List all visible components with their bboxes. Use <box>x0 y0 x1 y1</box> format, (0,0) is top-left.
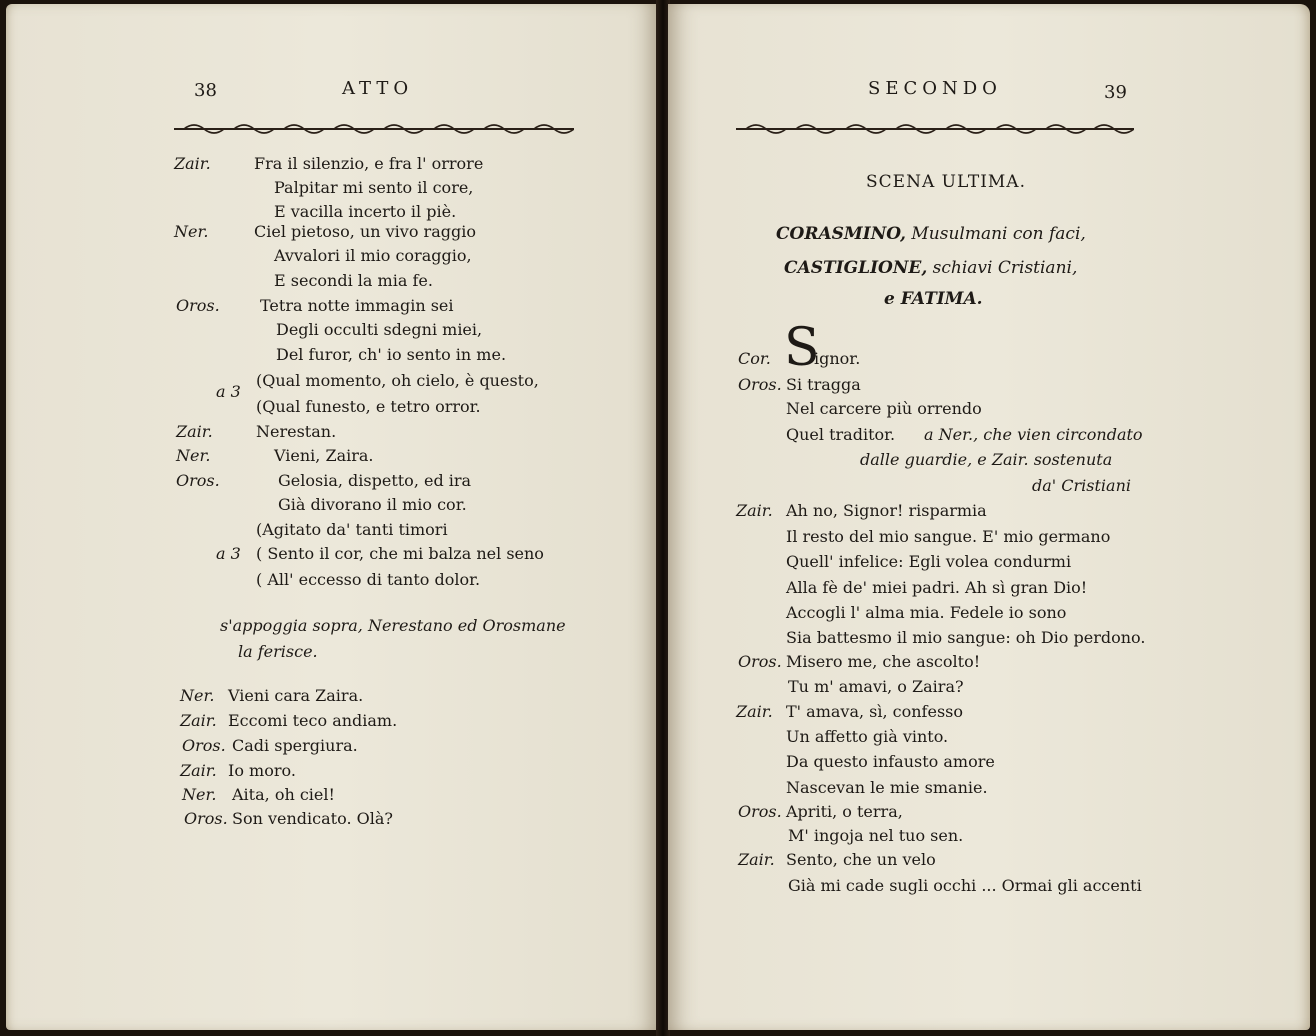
speaker: Ner. <box>174 222 209 241</box>
verse-line: Gelosia, dispetto, ed ira <box>278 471 472 490</box>
speaker: Oros. <box>182 736 226 755</box>
a3-marker: a 3 <box>216 544 241 563</box>
speaker: Cor. <box>738 349 771 368</box>
dialogue-line: Quel traditor. <box>786 425 896 444</box>
speaker: Ner. <box>180 686 215 705</box>
stage-direction: dalle guardie, e Zair. sostenuta <box>860 450 1113 469</box>
dialogue-line: Sia battesmo il mio sangue: oh Dio perdono. <box>786 628 1146 647</box>
verse-line: Ciel pietoso, un vivo raggio <box>254 222 476 241</box>
dialogue-line: Accogli l' alma mia. Fedele io sono <box>786 603 1067 622</box>
speaker: Zair. <box>736 501 773 520</box>
cast-desc: schiavi Cristiani, <box>932 258 1078 278</box>
verse-line: (Qual funesto, e tetro orror. <box>256 397 481 416</box>
right-page <box>668 4 1310 1030</box>
verse-line: ( Sento il cor, che mi balza nel seno <box>256 544 544 563</box>
speaker: Zair. <box>176 422 213 441</box>
speaker: Zair. <box>174 154 211 173</box>
dialogue-line: Aita, oh ciel! <box>232 785 335 804</box>
verse-line: Degli occulti sdegni miei, <box>276 320 483 339</box>
dialogue-line: Un affetto già vinto. <box>786 727 949 746</box>
dialogue-line: Sento, che un velo <box>786 850 936 869</box>
cast-name: e FATIMA. <box>884 289 983 309</box>
verse-line: ( All' eccesso di tanto dolor. <box>256 570 481 589</box>
dialogue-line: Da questo infausto amore <box>786 752 995 771</box>
speaker: Ner. <box>176 446 211 465</box>
dialogue-line: Io moro. <box>228 761 296 780</box>
dialogue-line: Alla fè de' miei padri. Ah sì gran Dio! <box>786 578 1088 597</box>
verse-line: E vacilla incerto il piè. <box>274 202 457 221</box>
speaker: Oros. <box>176 471 220 490</box>
speaker: Zair. <box>738 850 775 869</box>
speaker: Oros. <box>184 809 228 828</box>
speaker: Zair. <box>180 711 217 730</box>
dialogue-line: Son vendicato. Olà? <box>232 809 393 828</box>
verse-line: Avvalori il mio coraggio, <box>274 246 472 265</box>
speaker: Oros. <box>176 296 220 315</box>
verse-line: Vieni, Zaira. <box>274 446 374 465</box>
a3-marker: a 3 <box>216 382 241 401</box>
verse-line: (Agitato da' tanti timori <box>256 520 448 539</box>
dialogue-line: Già mi cade sugli occhi ... Ormai gli accenti <box>788 876 1142 895</box>
dialogue-line: Cadi spergiura. <box>232 736 358 755</box>
cast-name: CORASMINO, <box>776 224 906 244</box>
cast-line <box>776 224 1086 244</box>
cast-desc: Musulmani con faci, <box>911 224 1086 244</box>
speaker: Oros. <box>738 375 782 394</box>
dialogue-line: ignor. <box>814 349 861 368</box>
ornament-rule-right <box>736 122 1134 136</box>
dialogue-line: Tu m' amavi, o Zaira? <box>788 677 964 696</box>
speaker: Oros. <box>738 802 782 821</box>
dialogue-line: Nel carcere più orrendo <box>786 399 982 418</box>
dialogue-line: Quell' infelice: Egli volea condurmi <box>786 552 1072 571</box>
dialogue-line: Eccomi teco andiam. <box>228 711 398 730</box>
verse-line: Già divorano il mio cor. <box>278 495 467 514</box>
dialogue-line: Misero me, che ascolto! <box>786 652 981 671</box>
verse-line: E secondi la mia fe. <box>274 271 433 290</box>
dialogue-line: T' amava, sì, confesso <box>786 702 963 721</box>
ornament-rule-left <box>174 122 574 136</box>
running-head-left: ATTO <box>342 78 414 99</box>
verse-line: Palpitar mi sento il core, <box>274 178 474 197</box>
left-page <box>6 4 658 1030</box>
dialogue-line: Apriti, o terra, <box>786 802 903 821</box>
dialogue-line: Il resto del mio sangue. E' mio germano <box>786 527 1111 546</box>
stage-direction: la ferisce. <box>238 642 318 661</box>
page-number-left: 38 <box>194 80 217 101</box>
verse-line: Fra il silenzio, e fra l' orrore <box>254 154 484 173</box>
dialogue-line: Ah no, Signor! risparmia <box>786 501 987 520</box>
dialogue-line: Vieni cara Zaira. <box>228 686 364 705</box>
scene-title: SCENA ULTIMA. <box>866 172 1026 192</box>
speaker: Zair. <box>736 702 773 721</box>
dialogue-line: M' ingoja nel tuo sen. <box>788 826 964 845</box>
stage-direction: a Ner., che vien circondato <box>924 425 1143 444</box>
running-head-right: SECONDO <box>868 78 1002 99</box>
cast-line <box>784 258 1077 278</box>
stage-direction: s'appoggia sopra, Nerestano ed Orosmane <box>220 616 566 635</box>
page-number-right: 39 <box>1104 82 1127 103</box>
cast-line <box>884 289 983 309</box>
dialogue-line: Nascevan le mie smanie. <box>786 778 988 797</box>
verse-line: Del furor, ch' io sento in me. <box>276 345 507 364</box>
speaker: Ner. <box>182 785 217 804</box>
dialogue-line: Si tragga <box>786 375 861 394</box>
verse-line: Nerestan. <box>256 422 337 441</box>
cast-name: CASTIGLIONE, <box>784 258 928 278</box>
verse-line: (Qual momento, oh cielo, è questo, <box>256 371 539 390</box>
speaker: Oros. <box>738 652 782 671</box>
speaker: Zair. <box>180 761 217 780</box>
drop-cap: S <box>784 318 820 378</box>
stage-direction: da' Cristiani <box>1032 476 1131 495</box>
verse-line: Tetra notte immagin sei <box>260 296 454 315</box>
